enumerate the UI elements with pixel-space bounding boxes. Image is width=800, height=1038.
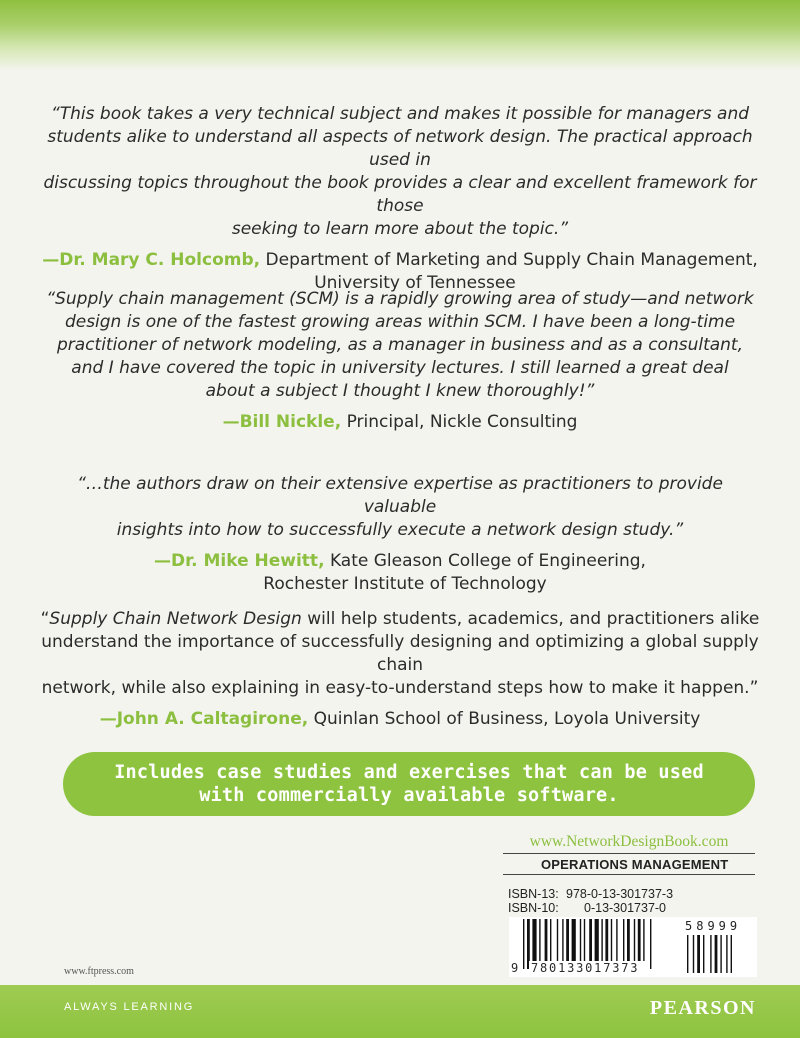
quote-line: practitioner of network modeling, as a manager in business and as a consultant, bbox=[56, 335, 743, 355]
book-title: Supply Chain Network Design bbox=[49, 609, 302, 629]
quote-line: “…the authors draw on their extensive expertise as practitioners to provide valuable bbox=[77, 474, 723, 517]
publisher-logo: PEARSON bbox=[649, 997, 756, 1019]
barcode-addon-digits: 58999 bbox=[685, 919, 742, 933]
footer-band bbox=[0, 985, 800, 1038]
quote-line: understand the importance of successfully designing and optimizing a global supply chain bbox=[41, 632, 759, 675]
endorsement-quote-2 bbox=[40, 288, 760, 434]
top-green-band bbox=[0, 0, 800, 70]
barcode-main-digits: 780133017373 bbox=[531, 961, 640, 975]
book-website-link[interactable]: www.NetworkDesignBook.com bbox=[529, 833, 729, 850]
quote-line: about a subject I thought I knew thoroughly!” bbox=[205, 381, 595, 401]
endorser-name: —Dr. Mike Hewitt, bbox=[154, 551, 325, 571]
endorser-name: —Dr. Mary C. Holcomb, bbox=[42, 250, 261, 270]
callout-line: Includes case studies and exercises that can be used bbox=[114, 762, 704, 783]
publisher-website[interactable]: www.ftpress.com bbox=[64, 966, 134, 977]
features-callout bbox=[63, 752, 755, 816]
endorser-name: —John A. Caltagirone, bbox=[99, 709, 309, 729]
quote-line: and I have covered the topic in university lectures. I still learned a great deal bbox=[71, 358, 729, 378]
endorser-affiliation: Department of Marketing and Supply Chain Management, bbox=[265, 250, 758, 270]
isbn-13 bbox=[508, 887, 673, 901]
quote-line: students alike to understand all aspects of network design. The practical approach used in bbox=[47, 127, 753, 170]
endorsement-quote-4 bbox=[40, 608, 760, 731]
isbn-10-value: 0-13-301737-0 bbox=[584, 901, 667, 915]
endorsement-quote-3 bbox=[40, 473, 760, 596]
quote-3-text bbox=[40, 473, 760, 542]
endorser-affiliation: Quinlan School of Business, Loyola University bbox=[313, 709, 701, 729]
quote-1-text bbox=[40, 103, 760, 241]
endorser-affiliation: Rochester Institute of Technology bbox=[263, 574, 547, 594]
quote-2-attribution bbox=[40, 411, 760, 434]
endorsement-quote-1 bbox=[40, 103, 760, 295]
quote-line: “This book takes a very technical subject and makes it possible for managers and bbox=[50, 104, 750, 124]
endorser-affiliation: Principal, Nickle Consulting bbox=[346, 412, 578, 432]
isbn-10 bbox=[508, 901, 666, 915]
quote-line: insights into how to successfully execute a network design study.” bbox=[116, 520, 684, 540]
quote-line: seeking to learn more about the topic.” bbox=[231, 219, 569, 239]
isbn-10-label: ISBN-10: bbox=[508, 901, 559, 915]
quote-line: “Supply chain management (SCM) is a rapidly growing area of study—and network bbox=[46, 289, 754, 309]
quote-3-attribution bbox=[40, 550, 760, 596]
isbn-13-label: ISBN-13: bbox=[508, 887, 559, 901]
endorser-name: —Bill Nickle, bbox=[222, 412, 342, 432]
quote-2-text bbox=[40, 288, 760, 403]
barcode bbox=[509, 917, 757, 977]
quote-4-attribution bbox=[40, 708, 760, 731]
barcode-first-digit: 9 bbox=[511, 961, 519, 975]
endorser-affiliation: Kate Gleason College of Engineering, bbox=[329, 551, 646, 571]
quote-line: “Supply Chain Network Design will help students, academics, and practitioners alike bbox=[40, 609, 760, 629]
quote-line: network, while also explaining in easy-to-understand steps how to make it happen.” bbox=[41, 678, 759, 698]
tagline: ALWAYS LEARNING bbox=[64, 1001, 195, 1013]
quote-4-text bbox=[40, 608, 760, 700]
callout-line: with commercially available software. bbox=[199, 785, 619, 806]
quote-line: design is one of the fastest growing areas within SCM. I have been a long-time bbox=[64, 312, 736, 332]
quote-line: discussing topics throughout the book provides a clear and excellent framework for those bbox=[43, 173, 757, 216]
subject-category: OPERATIONS MANAGEMENT bbox=[503, 853, 755, 875]
endorser-affiliation: University of Tennessee bbox=[314, 273, 516, 293]
isbn-13-value: 978-0-13-301737-3 bbox=[566, 887, 674, 901]
